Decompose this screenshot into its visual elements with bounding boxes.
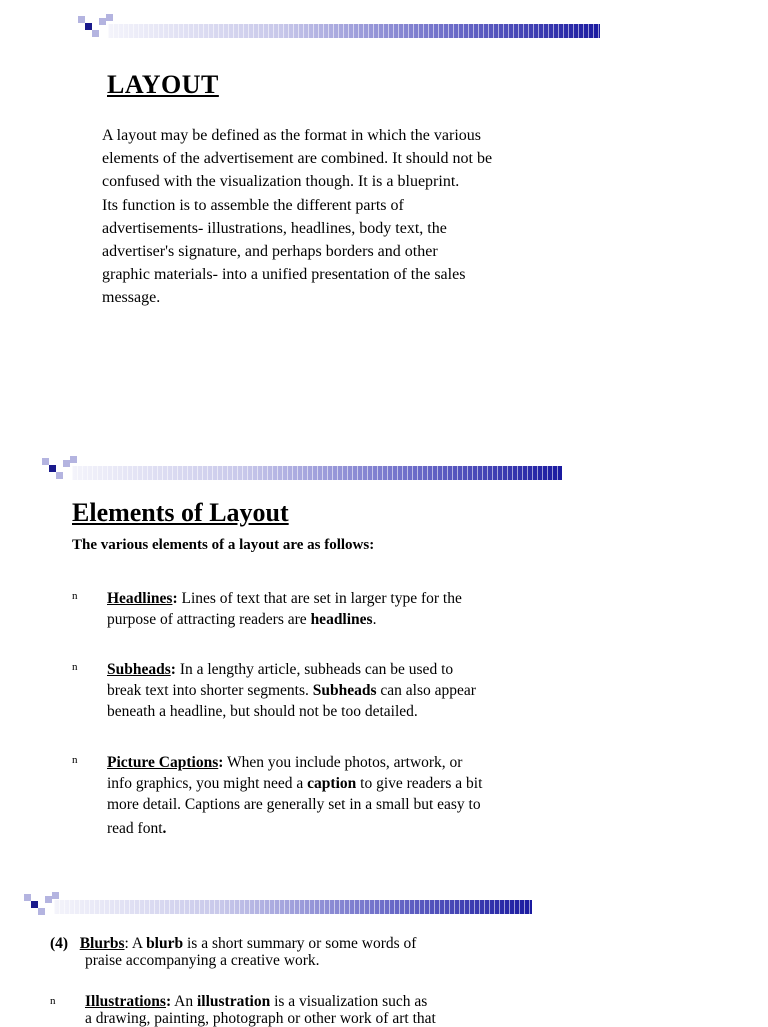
paragraph-line: message. bbox=[102, 289, 161, 307]
definition-text: is a short summary or some words of bbox=[183, 935, 417, 952]
list-item-line: praise accompanying a creative work. bbox=[85, 952, 320, 969]
paragraph-line: advertisements- illustrations, headlines, body text, the bbox=[102, 219, 447, 237]
paragraph-line: elements of the advertisement are combined. It should not be bbox=[102, 150, 493, 168]
definition-text: can also appear bbox=[376, 682, 476, 699]
list-item-line: a drawing, painting, photograph or other work of art that bbox=[85, 1010, 436, 1027]
definition-text: In a lengthy article, subheads can be used to bbox=[175, 661, 454, 678]
list-item-body bbox=[85, 993, 436, 1027]
term-colon: : bbox=[170, 661, 176, 678]
deco-square-icon bbox=[45, 896, 52, 903]
bold-term: . bbox=[162, 820, 167, 837]
term-colon: : bbox=[218, 754, 224, 771]
item-number: (4) bbox=[50, 935, 69, 952]
paragraph-line: Its function is to assemble the different parts of bbox=[102, 196, 404, 214]
bullet-icon: n bbox=[50, 995, 56, 1007]
bold-term: caption bbox=[307, 775, 357, 792]
paragraph-line: advertiser's signature, and perhaps borders and other bbox=[102, 243, 438, 261]
definition-text: to give readers a bit bbox=[356, 775, 483, 792]
list-item-line: beneath a headline, but should not be too detailed. bbox=[107, 703, 418, 720]
deco-square-icon bbox=[52, 892, 59, 899]
list-item-blurbs bbox=[50, 935, 416, 969]
deco-square-icon bbox=[38, 908, 45, 915]
term-colon: : bbox=[172, 590, 178, 607]
definition-text: read font bbox=[107, 820, 163, 837]
bullet-icon: n bbox=[72, 754, 78, 766]
definition-text: : A bbox=[124, 935, 147, 952]
list-item-line: more detail. Captions are generally set in a small but easy to bbox=[107, 796, 481, 813]
bold-term: blurb bbox=[146, 935, 184, 952]
list-item-line bbox=[85, 993, 436, 1010]
definition-text: When you include photos, artwork, or bbox=[223, 754, 463, 771]
definition-text: . bbox=[372, 611, 377, 628]
term-label: Headlines bbox=[107, 590, 173, 607]
term-label: Subheads bbox=[107, 661, 171, 678]
deco-gradient-bar bbox=[54, 900, 532, 914]
bullet-icon: n bbox=[72, 590, 78, 602]
term-label: Blurbs bbox=[79, 935, 125, 952]
bold-term: illustration bbox=[196, 993, 271, 1010]
term-label: Picture Captions bbox=[107, 754, 219, 771]
deco-square-icon bbox=[24, 894, 31, 901]
section-title: Elements of Layout bbox=[72, 498, 289, 527]
page-title: LAYOUT bbox=[107, 70, 219, 99]
term-label: Illustrations bbox=[85, 993, 166, 1010]
definition-text: An bbox=[171, 993, 197, 1010]
definition-text: Lines of text that are set in larger type for the bbox=[177, 590, 462, 607]
bold-term: headlines bbox=[310, 611, 373, 628]
list-item-line bbox=[50, 935, 416, 952]
paragraph-line: graphic materials- into a unified presentation of the sales bbox=[102, 266, 466, 284]
bullet-icon: n bbox=[72, 661, 78, 673]
definition-text: info graphics, you might need a bbox=[107, 775, 308, 792]
definition-text: purpose of attracting readers are bbox=[107, 611, 311, 628]
definition-text: is a visualization such as bbox=[270, 993, 428, 1010]
paragraph-line: A layout may be defined as the format in which the various bbox=[102, 127, 482, 144]
section-intro: The various elements of a layout are as follows: bbox=[72, 537, 375, 553]
term-colon: : bbox=[165, 993, 172, 1010]
bold-term: Subheads bbox=[312, 682, 377, 699]
definition-text: break text into shorter segments. bbox=[107, 682, 313, 699]
deco-square-icon bbox=[31, 901, 38, 908]
paragraph-line: confused with the visualization though. It is a blueprint. bbox=[102, 173, 460, 191]
